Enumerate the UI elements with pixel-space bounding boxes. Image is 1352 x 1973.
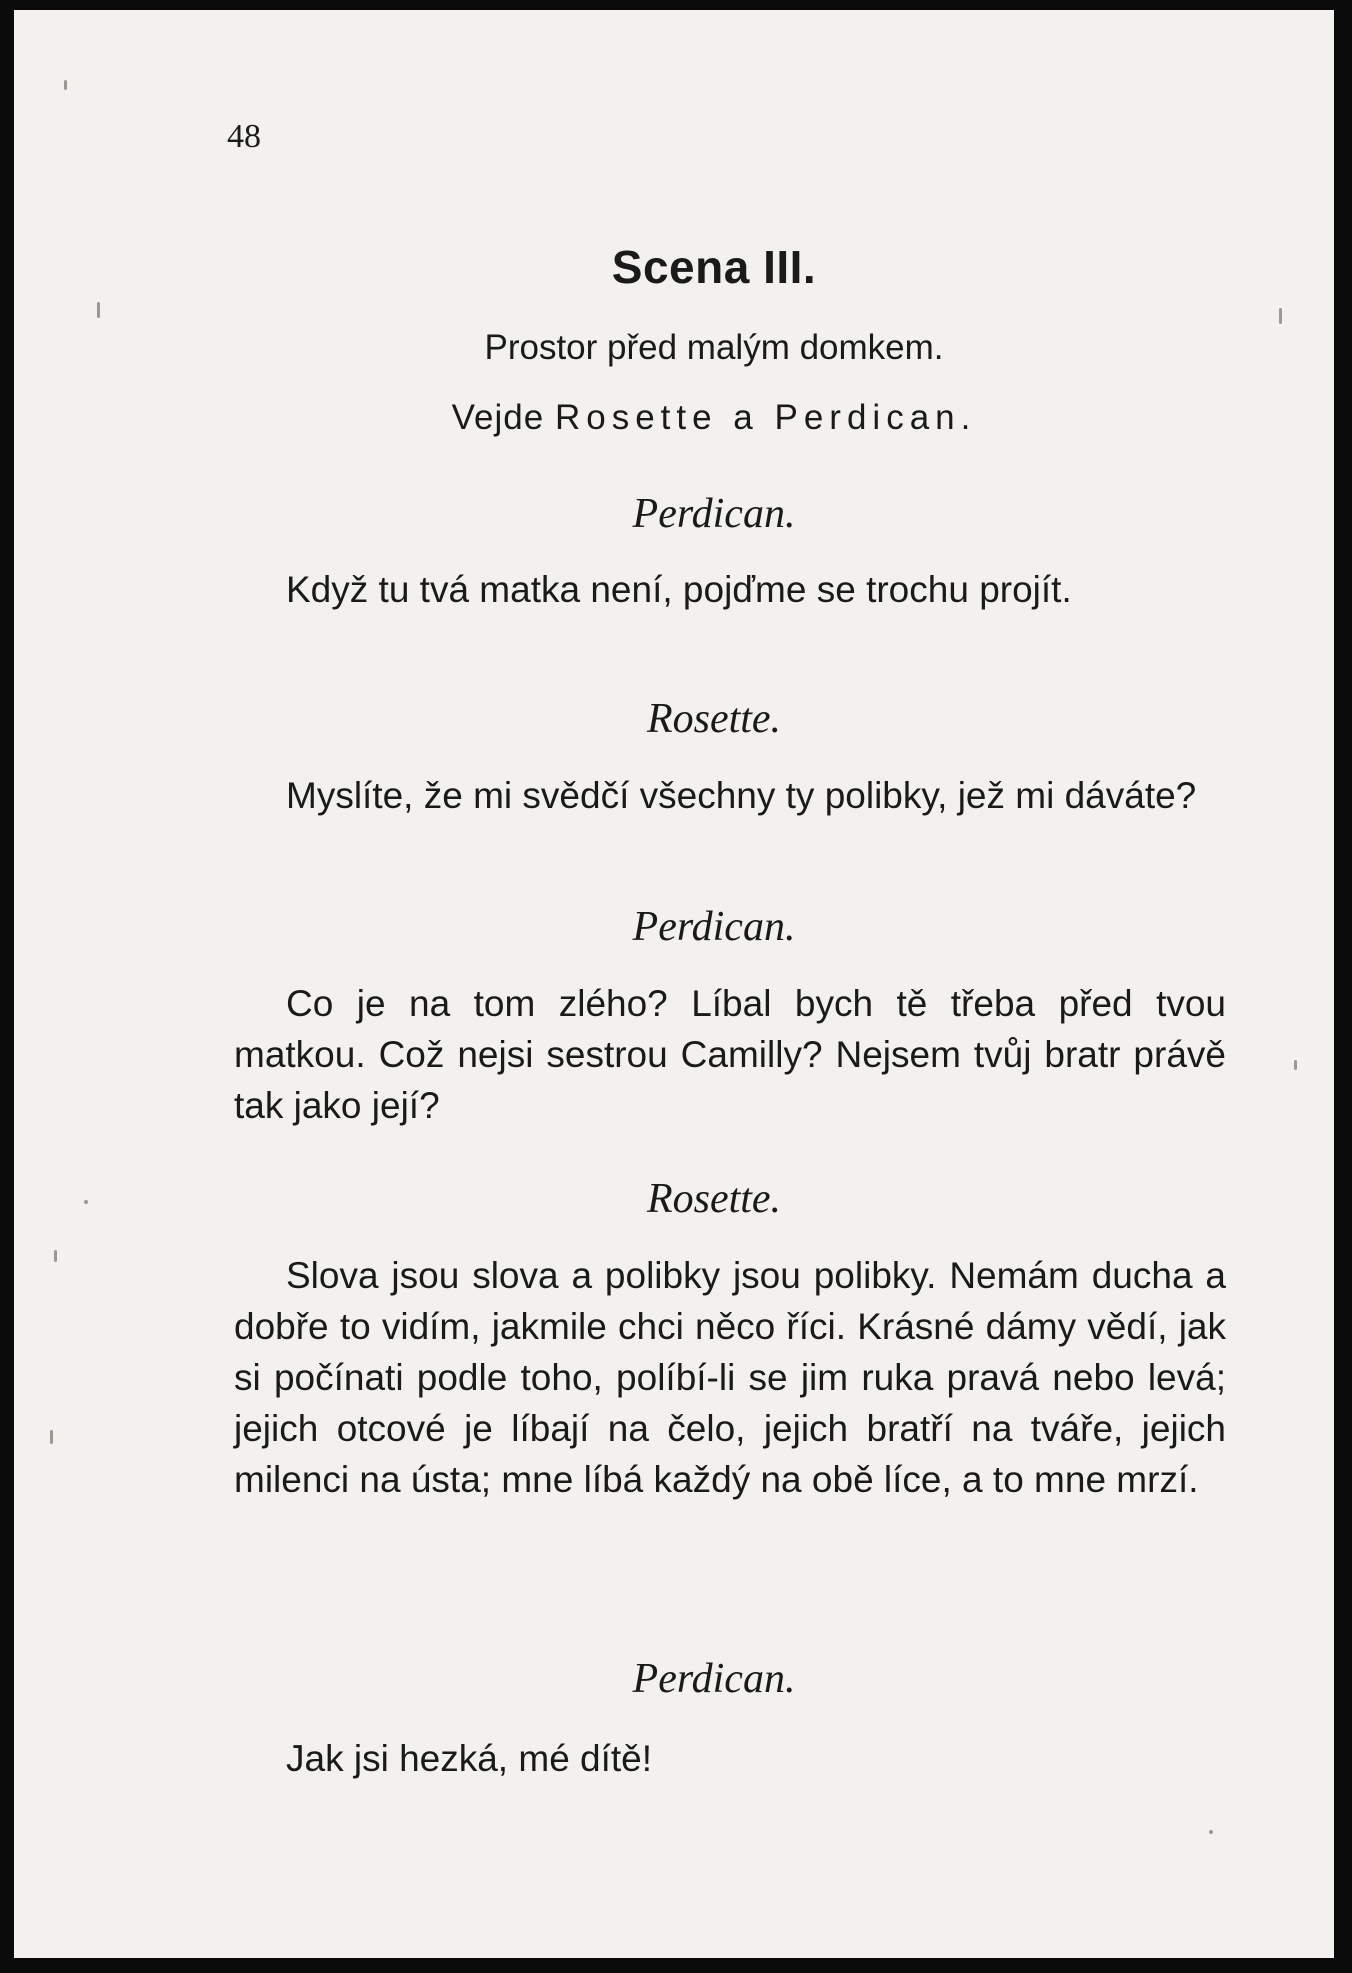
dialogue-line: Slova jsou slova a polibky jsou polibky. Nemám ducha a dobře to vidím, jakmile chci něco říci. Krásné dámy vědí, jak si počínati podle toho, políbí-li se jim ruka pravá nebo levá; jejich otcové je líbají na čelo, jejich bratří na tváře, jejich milenci na ústa; mne líbá každý na obě líce, a to mne mrzí.: [234, 1255, 1226, 1500]
speaker-name: Perdican.: [632, 904, 796, 950]
paper-speck: [64, 80, 67, 90]
book-page: [14, 10, 1334, 1958]
paper-speck: [97, 302, 100, 318]
paper-speck: [54, 1250, 57, 1262]
stage-direction-setting: Prostor před malým domkem.: [484, 328, 944, 367]
speaker-name: Rosette.: [646, 696, 782, 742]
dialogue-line: Myslíte, že mi svědčí všechny ty polibky, jež mi dáváte?: [286, 775, 1197, 816]
speaker-name: Rosette.: [646, 1176, 782, 1222]
stage-direction-entrance-verb: Vejde: [451, 398, 545, 437]
speaker-name: Perdican.: [632, 1656, 796, 1702]
stage-direction-entrance-names: Rosette a Perdican.: [554, 398, 977, 437]
stage-direction-entrance: [14, 398, 1352, 438]
paper-speck: [50, 1430, 53, 1444]
scene-title: Scena III.: [611, 241, 817, 293]
page-number: 48: [227, 118, 261, 155]
dialogue-line: Co je na tom zlého? Líbal bych tě třeba před tvou matkou. Což nejsi sestrou Camilly? Nejsem tvůj bratr právě tak jako její?: [234, 983, 1226, 1126]
paper-speck: [1279, 308, 1282, 324]
paper-speck: [1209, 1830, 1213, 1834]
paper-speck: [84, 1200, 88, 1204]
dialogue-line: Jak jsi hezká, mé dítě!: [286, 1738, 653, 1779]
paper-speck: [1294, 1060, 1297, 1070]
speaker-name: Perdican.: [632, 491, 796, 537]
dialogue-line: Když tu tvá matka není, pojďme se trochu projít.: [286, 569, 1072, 610]
